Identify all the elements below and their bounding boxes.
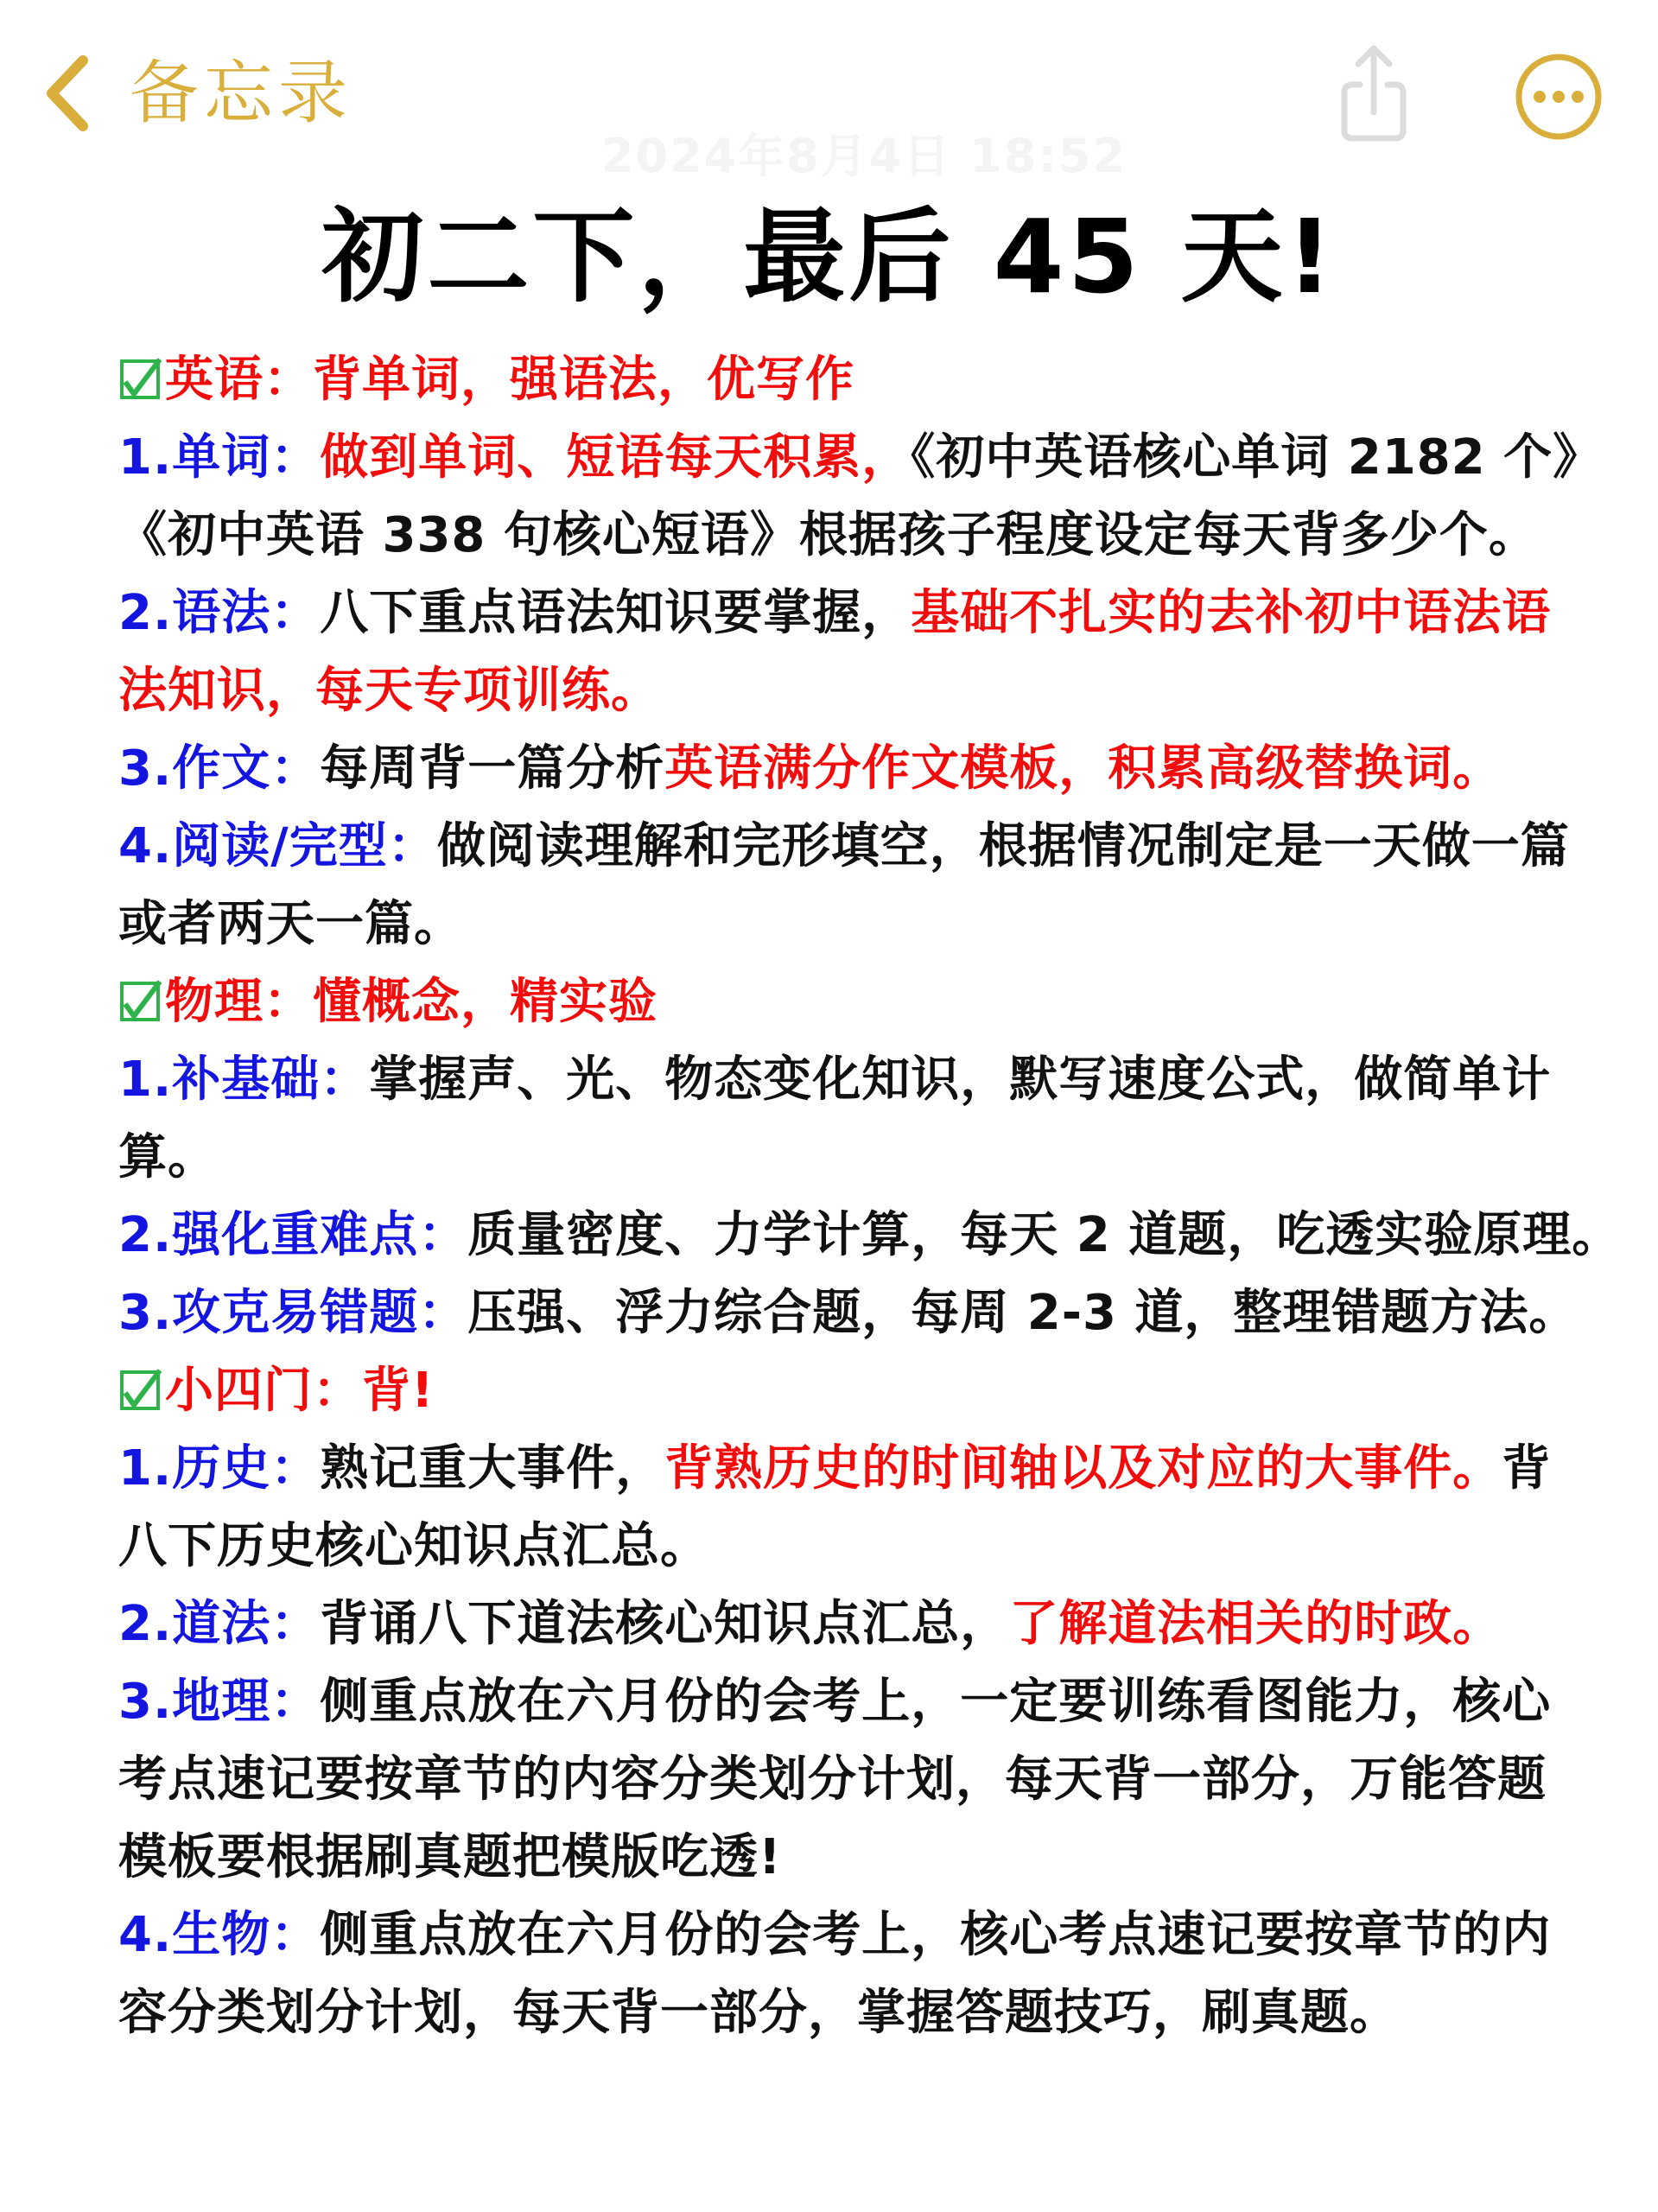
section-header [118,1352,1570,1430]
body-text: 侧重点放在六月份的会考上，一定要训练看图能力，核心 [320,1674,1552,1730]
share-button[interactable] [1331,41,1417,145]
note-line [118,1586,1570,1663]
highlight-text: 法知识，每天专项训练。 [118,663,660,719]
note-line [118,419,1603,497]
back-label: 备忘录 [130,53,353,133]
item-label: 4.生物： [118,1907,321,1963]
highlight-text: 物理：懂概念，精实验 [165,974,657,1030]
note-line [118,1430,1570,1508]
checkbox-checked-icon [118,978,163,1023]
highlight-text: 英语满分作文模板，积累高级替换词。 [664,741,1502,797]
note-title: 初二下，最后 45 天! [321,197,1337,316]
item-label: 1.单词： [118,429,321,486]
note-line [118,808,1570,886]
item-label: 4.阅读/完型： [118,818,437,874]
body-text: 质量密度、力学计算，每天 2 道题，吃透实验原理。 [467,1207,1622,1263]
body-text: 熟记重大事件， [320,1440,665,1497]
note-line [118,1274,1579,1352]
body-text: 八下历史核心知识点汇总。 [118,1518,709,1574]
note-line [118,886,1570,963]
note-line [118,1663,1570,1741]
item-label: 3.攻克易错题： [118,1285,468,1341]
highlight-text: 做到单词、短语每天积累， [320,429,912,486]
note-line [118,652,1570,730]
highlight-text: 英语：背单词，强语法，优写作 [165,352,854,408]
checkbox-checked-icon [118,356,163,401]
section-header [118,341,1570,419]
body-text: 侧重点放在六月份的会考上，核心考点速记要按章节的内 [320,1907,1552,1963]
note-line [118,1974,1570,2052]
body-text: 八下重点语法知识要掌握， [320,585,912,641]
section-header [118,963,1570,1041]
highlight-text: 了解道法相关的时政。 [1009,1596,1502,1652]
body-text: 做阅读理解和完形填空，根据情况制定是一天做一篇 [436,818,1570,874]
more-button[interactable] [1514,52,1604,142]
share-icon [1331,41,1417,145]
back-button[interactable] [41,50,353,137]
note-body[interactable] [118,341,1622,2052]
item-label: 2.道法： [118,1596,321,1652]
body-text: 算。 [118,1129,217,1185]
body-text: 《初中英语 338 句核心短语》根据孩子程度设定每天背多少个。 [118,507,1538,563]
item-label: 2.强化重难点： [118,1207,468,1263]
item-label: 1.历史： [118,1440,321,1497]
item-label: 2.语法： [118,585,321,641]
item-label: 3.作文： [118,741,321,797]
body-text: 每周背一篇分析 [320,741,665,797]
body-text: 容分类划分计划，每天背一部分，掌握答题技巧，刷真题。 [118,1985,1399,2041]
body-text: 或者两天一篇。 [118,896,463,952]
body-text: 背 [1502,1440,1552,1497]
chevron-left-icon [41,52,95,135]
note-line [118,1119,1570,1197]
note-line [118,1741,1570,1819]
highlight-text: 背熟历史的时间轴以及对应的大事件。 [664,1440,1502,1497]
checkbox-checked-icon [118,1367,163,1412]
body-text: 模板要根据刷真题把模版吃透! [118,1829,782,1885]
highlight-text: 小四门：背! [165,1363,435,1419]
item-label: 1.补基础： [118,1052,370,1108]
note-line [118,1819,1570,1897]
note-line [118,1197,1622,1274]
more-ellipsis-icon [1514,52,1604,142]
note-line [118,730,1570,808]
note-line [118,575,1570,652]
body-text: 掌握声、光、物态变化知识，默写速度公式，做简单计 [369,1052,1552,1108]
item-label: 3.地理： [118,1674,321,1730]
body-text: 考点速记要按章节的内容分类划分计划，每天背一部分，万能答题 [118,1751,1547,1808]
body-text: 《初中英语核心单词 2182 个》 [911,429,1603,486]
body-text: 背诵八下道法核心知识点汇总， [320,1596,1010,1652]
note-line [118,1041,1570,1119]
note-date-stamp: 2024年8月4日 18:52 [600,129,1128,183]
note-line [118,497,1570,575]
note-line [118,1508,1570,1586]
highlight-text: 基础不扎实的去补初中语法语 [911,585,1552,641]
body-text: 压强、浮力综合题，每周 2-3 道，整理错题方法。 [467,1285,1579,1341]
note-line [118,1897,1570,1974]
